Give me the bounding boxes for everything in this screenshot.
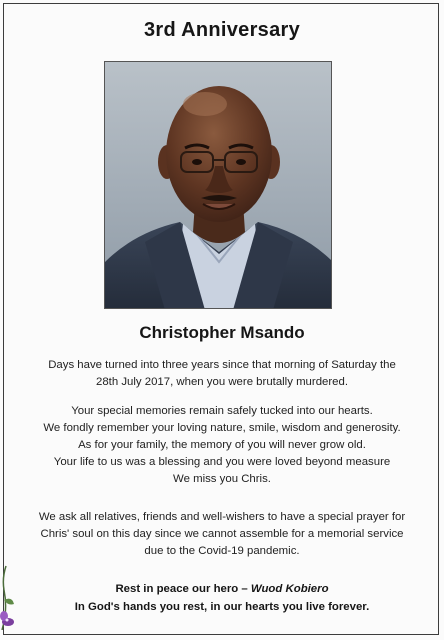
paragraph-intro [6, 357, 438, 391]
text-line: We ask all relatives, friends and well-wishers to have a special prayer for [38, 511, 406, 523]
text-line: Your life to us was a blessing and you were loved beyond measure [53, 456, 391, 468]
text-line: Days have turned into three years since that morning of Saturday the [48, 359, 396, 371]
deceased-name: Christopher Msando [139, 323, 305, 342]
closing-line-2: In God's hands you rest, in our hearts you live forever. [74, 601, 370, 613]
paragraph-prayer-request [6, 509, 438, 560]
text-line: We fondly remember your loving nature, smile, wisdom and generosity. [43, 422, 401, 434]
text-line: 28th July 2017, when you were brutally murdered. [95, 376, 348, 388]
text-line: Chris' soul on this day since we cannot assemble for a memorial service [40, 528, 404, 540]
text-line: As for your family, the memory of you will never grow old. [78, 439, 366, 451]
closing-line-1 [6, 580, 438, 598]
paragraph-memories [6, 403, 438, 488]
closing-message [6, 580, 438, 616]
text-line: Your special memories remain safely tucked into our hearts. [71, 405, 373, 417]
signature: Wuod Kobiero [250, 583, 329, 595]
closing-text: Rest in peace our hero – [115, 583, 251, 595]
page-title: 3rd Anniversary [143, 19, 301, 41]
text-line: We miss you Chris. [173, 473, 271, 485]
flower-icon [0, 560, 22, 635]
portrait-photo [104, 61, 332, 309]
text-line: due to the Covid-19 pandemic. [144, 545, 300, 557]
